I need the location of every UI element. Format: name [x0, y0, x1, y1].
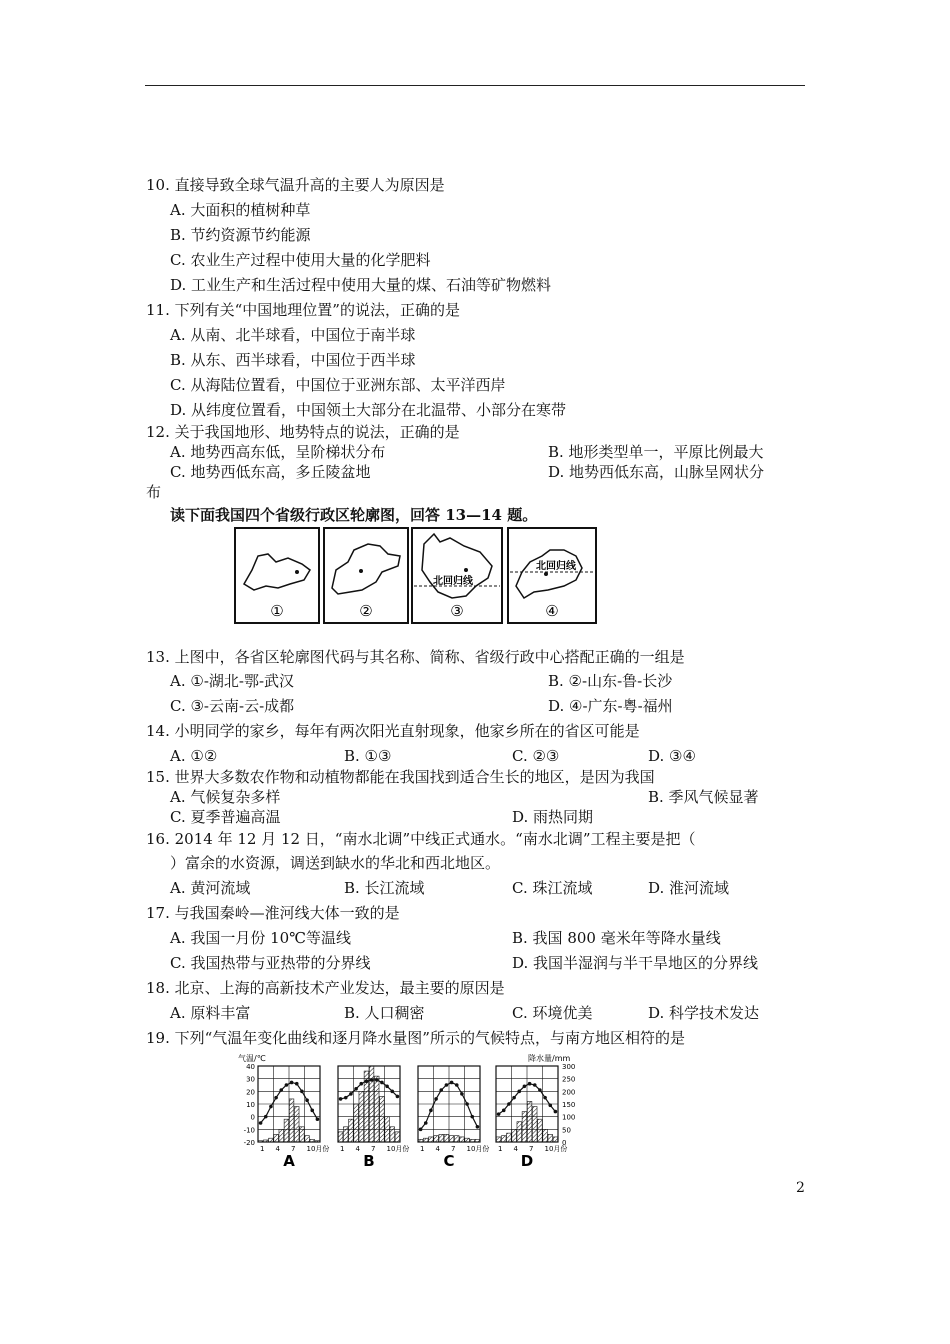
- precip-bar: [289, 1099, 294, 1142]
- temp-point: [285, 1083, 289, 1087]
- precip-bar: [390, 1127, 395, 1142]
- precip-bar: [294, 1107, 299, 1142]
- temp-point: [455, 1083, 459, 1087]
- question-19-stem: 19. 下列“气温年变化曲线和逐月降水量图”所示的气候特点，与南方地区相符的是: [146, 1029, 685, 1047]
- precip-bar: [501, 1136, 506, 1142]
- precip-tick-label: 50: [562, 1126, 571, 1135]
- precip-bar: [354, 1104, 359, 1142]
- temp-point: [538, 1088, 542, 1092]
- month-tick-label: 7: [291, 1145, 296, 1153]
- precip-bar: [538, 1119, 543, 1142]
- precip-bar: [512, 1129, 517, 1142]
- q13-option-b: B. ②-山东-鲁-长沙: [548, 672, 673, 690]
- temp-point: [512, 1096, 516, 1100]
- q11-option-c: C. 从海陆位置看，中国位于亚洲东部、太平洋西岸: [170, 376, 506, 394]
- temp-point: [470, 1115, 474, 1119]
- q12-option-b: B. 地形类型单一，平原比例最大: [548, 443, 764, 461]
- precip-bar: [454, 1136, 459, 1142]
- q17-option-d: D. 我国半湿润与半干旱地区的分界线: [512, 954, 759, 972]
- precip-tick-label: 200: [562, 1088, 576, 1097]
- precip-bar: [269, 1138, 274, 1142]
- temp-point: [396, 1095, 400, 1099]
- month-tick-label: 10月份: [306, 1145, 330, 1153]
- q15-option-d: D. 雨热同期: [512, 808, 594, 826]
- temp-point: [354, 1087, 358, 1091]
- precip-bar: [385, 1117, 390, 1142]
- temp-point: [264, 1115, 268, 1119]
- precip-bar: [274, 1134, 279, 1142]
- q12-option-d-wrap: 布: [146, 483, 162, 501]
- q16-option-d: D. 淮河流域: [648, 879, 730, 897]
- q17-option-b: B. 我国 800 毫米年等降水量线: [512, 929, 721, 947]
- map-instruction: 读下面我国四个省级行政区轮廓图，回答 13—14 题。: [170, 506, 538, 524]
- temp-point: [476, 1125, 480, 1129]
- month-tick-label: 10月份: [386, 1145, 410, 1153]
- precip-bar: [258, 1141, 263, 1142]
- q15-option-a: A. 气候复杂多样: [170, 788, 281, 806]
- precip-bar: [369, 1066, 374, 1142]
- temp-tick-label: 40: [246, 1063, 255, 1071]
- month-tick-label: 4: [435, 1145, 440, 1153]
- temp-point: [370, 1078, 374, 1082]
- temp-point: [528, 1082, 532, 1086]
- question-16-stem-line2: ）富余的水资源，调送到缺水的华北和西北地区。: [170, 854, 501, 872]
- precip-tick-label: 100: [562, 1113, 576, 1122]
- temp-point: [339, 1097, 343, 1101]
- temp-tick-label: 30: [246, 1075, 255, 1084]
- precip-tick-label: 150: [562, 1101, 576, 1109]
- temp-point: [269, 1105, 273, 1109]
- q16-option-c: C. 珠江流域: [512, 879, 593, 897]
- temp-point: [445, 1083, 449, 1087]
- precip-tick-label: 0: [562, 1139, 567, 1147]
- precip-bar: [263, 1140, 268, 1142]
- temp-point: [274, 1096, 278, 1100]
- precip-bar: [439, 1134, 444, 1142]
- q13-option-a: A. ①-湖北-鄂-武汉: [170, 672, 295, 690]
- precip-bar: [507, 1133, 512, 1142]
- q18-option-a: A. 原料丰富: [170, 1004, 251, 1022]
- q18-option-b: B. 人口稠密: [344, 1004, 425, 1022]
- panel-label-b: B: [363, 1152, 375, 1170]
- q14-option-d: D. ③④: [648, 747, 696, 765]
- month-tick-label: 7: [451, 1145, 456, 1153]
- precip-bar: [465, 1138, 470, 1142]
- precip-bar: [310, 1139, 315, 1142]
- question-17-stem: 17. 与我国秦岭—淮河线大体一致的是: [146, 904, 400, 922]
- temp-tick-label: 0: [250, 1113, 255, 1122]
- map-label-4: ④: [545, 602, 559, 620]
- temp-tick-label: -20: [243, 1139, 255, 1147]
- q10-option-d: D. 工业生产和生活过程中使用大量的煤、石油等矿物燃料: [170, 276, 552, 294]
- temp-point: [279, 1088, 283, 1092]
- temp-point: [290, 1081, 294, 1085]
- temp-point: [507, 1102, 511, 1106]
- temp-point: [554, 1110, 558, 1114]
- q12-option-d: D. 地势西低东高，山脉呈网状分: [548, 463, 765, 481]
- precip-bar: [543, 1129, 548, 1142]
- temp-point: [385, 1084, 389, 1088]
- precip-bar: [343, 1127, 348, 1142]
- temp-point: [316, 1117, 320, 1121]
- map-panel-2: [324, 528, 408, 623]
- q14-option-b: B. ①③: [344, 747, 392, 765]
- map-label-3: ③: [450, 602, 464, 620]
- temp-point: [517, 1090, 521, 1094]
- precip-bar: [359, 1091, 364, 1142]
- q10-option-b: B. 节约资源节约能源: [170, 226, 311, 244]
- temp-point: [380, 1081, 384, 1085]
- climate-charts: [228, 1052, 588, 1170]
- q14-option-c: C. ②③: [512, 747, 560, 765]
- temp-point: [390, 1090, 394, 1094]
- precip-tick-label: 300: [562, 1063, 576, 1071]
- panel-label-c: C: [443, 1152, 455, 1170]
- q15-option-b: B. 季风气候显著: [648, 788, 759, 806]
- precip-bar: [284, 1119, 289, 1142]
- temp-tick-label: -10: [243, 1126, 255, 1135]
- precip-bar: [305, 1136, 310, 1142]
- precip-bar: [475, 1139, 480, 1142]
- precip-bar: [380, 1096, 385, 1142]
- month-tick-label: 10月份: [466, 1145, 490, 1153]
- question-10-stem: 10. 直接导致全球气温升高的主要人为原因是: [146, 176, 445, 194]
- panel-label-a: A: [283, 1152, 295, 1170]
- map-panel-3: [412, 528, 502, 623]
- month-tick-label: 4: [355, 1145, 360, 1153]
- q11-option-b: B. 从东、西半球看，中国位于西半球: [170, 351, 416, 369]
- temp-point: [259, 1121, 263, 1125]
- month-tick-label: 7: [529, 1145, 534, 1153]
- precip-bar: [434, 1136, 439, 1142]
- temp-point: [365, 1079, 369, 1083]
- q16-option-a: A. 黄河流域: [170, 879, 251, 897]
- precip-bar: [449, 1136, 454, 1142]
- province-outline-maps: [230, 526, 600, 626]
- question-14-stem: 14. 小明同学的家乡，每年有两次阳光直射现象，他家乡所在的省区可能是: [146, 722, 640, 740]
- precip-bar: [522, 1112, 527, 1142]
- month-tick-label: 7: [371, 1145, 376, 1153]
- header-rule: [145, 85, 805, 86]
- map-label-2: ②: [359, 602, 373, 620]
- precip-bar: [517, 1122, 522, 1142]
- temp-point: [359, 1082, 363, 1086]
- temp-point: [543, 1096, 547, 1100]
- precip-bar: [423, 1138, 428, 1142]
- temp-point: [465, 1102, 469, 1106]
- precip-tick-label: 250: [562, 1075, 576, 1084]
- question-13-stem: 13. 上图中，各省区轮廓图代码与其名称、简称、省级行政中心搭配正确的一组是: [146, 648, 685, 666]
- page-number: 2: [796, 1180, 805, 1196]
- question-11-stem: 11. 下列有关“中国地理位置”的说法，正确的是: [146, 301, 460, 319]
- precip-bar: [349, 1119, 354, 1142]
- precip-bar: [553, 1137, 558, 1142]
- q10-option-a: A. 大面积的植树种草: [170, 201, 311, 219]
- temp-tick-label: 20: [246, 1088, 255, 1097]
- temp-point: [305, 1098, 309, 1102]
- month-tick-label: 1: [340, 1145, 345, 1153]
- q18-option-c: C. 环境优美: [512, 1004, 593, 1022]
- temp-point: [300, 1090, 304, 1094]
- precip-bar: [418, 1139, 423, 1142]
- precip-bar: [338, 1132, 343, 1142]
- temp-point: [502, 1109, 506, 1113]
- q11-option-a: A. 从南、北半球看，中国位于南半球: [170, 326, 416, 344]
- right-axis-label: 降水量/mm: [528, 1054, 571, 1063]
- question-15-stem: 15. 世界大多数农作物和动植物都能在我国找到适合生长的地区，是因为我国: [146, 768, 655, 786]
- q16-option-b: B. 长江流域: [344, 879, 425, 897]
- temp-point: [523, 1084, 527, 1088]
- precip-bar: [374, 1076, 379, 1142]
- temp-point: [434, 1097, 438, 1101]
- month-tick-label: 4: [275, 1145, 280, 1153]
- precip-bar: [527, 1101, 532, 1142]
- temp-point: [295, 1082, 299, 1086]
- temp-point: [349, 1092, 353, 1096]
- q13-option-d: D. ④-广东-粤-福州: [548, 697, 673, 715]
- q17-option-a: A. 我国一月份 10℃等温线: [170, 929, 352, 947]
- q12-option-c: C. 地势西低东高，多丘陵盆地: [170, 463, 371, 481]
- map-panel-1: [235, 528, 319, 623]
- temp-point: [424, 1121, 428, 1125]
- map3-tropic-label: 北回归线: [433, 576, 473, 587]
- q11-option-d: D. 从纬度位置看，中国领土大部分在北温带、小部分在寒带: [170, 401, 567, 419]
- temp-point: [310, 1109, 314, 1113]
- month-tick-label: 1: [260, 1145, 265, 1153]
- temp-point: [460, 1092, 464, 1096]
- left-axis-label: 气温/℃: [238, 1054, 266, 1063]
- precip-bar: [315, 1141, 320, 1142]
- temp-point: [344, 1096, 348, 1100]
- month-tick-label: 1: [498, 1145, 503, 1153]
- month-tick-label: 4: [513, 1145, 518, 1153]
- precip-bar: [300, 1127, 305, 1142]
- q14-option-a: A. ①②: [170, 747, 218, 765]
- temp-point: [450, 1081, 454, 1085]
- temp-point: [533, 1083, 537, 1087]
- precip-bar: [548, 1134, 553, 1142]
- temp-point: [419, 1128, 423, 1132]
- precip-bar: [279, 1129, 284, 1142]
- q18-option-d: D. 科学技术发达: [648, 1004, 760, 1022]
- question-18-stem: 18. 北京、上海的高新技术产业发达，最主要的原因是: [146, 979, 505, 997]
- precip-bar: [395, 1132, 400, 1142]
- precip-bar: [496, 1137, 501, 1142]
- map4-tropic-label: 北回归线: [536, 561, 576, 572]
- precip-bar: [470, 1139, 475, 1142]
- q12-option-a: A. 地势西高东低，呈阶梯状分布: [170, 443, 386, 461]
- precip-bar: [532, 1107, 537, 1142]
- temp-tick-label: 10: [246, 1101, 255, 1109]
- temp-point: [439, 1088, 443, 1092]
- month-tick-label: 10月份: [544, 1145, 568, 1153]
- map-panel-4: [508, 528, 596, 623]
- precip-bar: [460, 1137, 465, 1142]
- q13-option-c: C. ③-云南-云-成都: [170, 697, 295, 715]
- precip-bar: [429, 1137, 434, 1142]
- month-tick-label: 1: [420, 1145, 425, 1153]
- temp-point: [497, 1112, 501, 1116]
- temp-point: [548, 1103, 552, 1107]
- q10-option-c: C. 农业生产过程中使用大量的化学肥料: [170, 251, 431, 269]
- precip-bar: [444, 1134, 449, 1142]
- panel-label-d: D: [520, 1152, 534, 1170]
- temp-point: [429, 1109, 433, 1113]
- temp-point: [375, 1078, 379, 1082]
- question-12-stem: 12. 关于我国地形、地势特点的说法，正确的是: [146, 423, 460, 441]
- map-label-1: ①: [270, 602, 284, 620]
- question-16-stem: 16. 2014 年 12 月 12 日，“南水北调”中线正式通水。“南水北调”工程主要是把（: [146, 830, 696, 848]
- q17-option-c: C. 我国热带与亚热带的分界线: [170, 954, 371, 972]
- q15-option-c: C. 夏季普遍高温: [170, 808, 281, 826]
